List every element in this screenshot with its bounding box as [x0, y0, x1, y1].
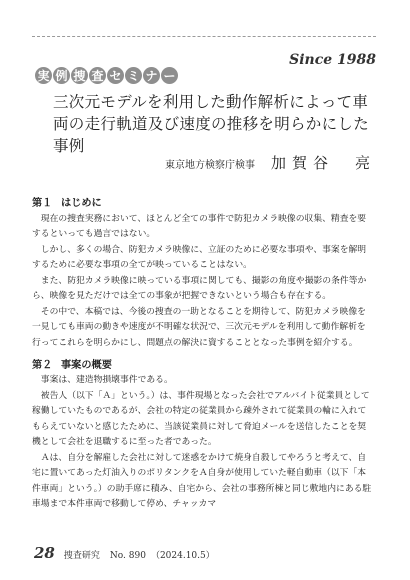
- paragraph: 事案は、建造物損壊事件である。: [40, 375, 173, 385]
- series-title: [35, 67, 178, 84]
- header-dashed-rule: [32, 36, 376, 37]
- series-char: 実: [35, 67, 52, 84]
- author-affiliation: 東京地方検察庁検事: [165, 160, 255, 171]
- article-title: 三次元モデルを利用した動作解析によって車両の走行軌道及び速度の推移を明らかにした事例: [53, 93, 370, 155]
- series-char: ー: [161, 67, 178, 84]
- series-char: 捜: [71, 67, 88, 84]
- byline: [165, 152, 376, 173]
- series-char: セ: [107, 67, 124, 84]
- paragraph: また、防犯カメラ映像に映っている事項に関しても、撮影の角度や撮影の条件等から、映像を見ただけでは全ての事象が把握できないという場合も存在する。: [32, 276, 367, 302]
- since-label: Since 1988: [289, 52, 376, 68]
- issue-number: No. 890: [109, 551, 146, 561]
- series-char: 例: [53, 67, 70, 84]
- author-name: 加賀谷 亮: [271, 154, 377, 172]
- paragraph: 現在の捜査実務において、ほとんど全ての事件で防犯カメラ映像の収集、精査を要するといっても過言ではない。: [32, 214, 367, 240]
- series-char: ナ: [143, 67, 160, 84]
- section-title: 事案の概要: [61, 360, 112, 371]
- journal-name: 捜査研究: [63, 551, 100, 561]
- series-char: 査: [89, 67, 106, 84]
- paragraph: Ａは、自分を解雇した会社に対して迷惑をかけて焼身自殺してやろうと考えて、自宅に置いてあった灯油入りのポリタンクをＡ自身が使用していた軽自動車（以下「本件車両」という。）の助手席に積み、自宅から、会社の事務所棟と同じ敷地内にある駐車場まで本件車両で移動して停め、チャッカマ: [32, 453, 372, 510]
- series-char: ミ: [125, 67, 142, 84]
- paragraph: 被告人（以下「Ａ」という。）は、事件現場となった会社でアルバイト従業員として稼働していたものであるが、会社の特定の従業員から疎外されて従業員の輪に入れてもらえていないと感じたために、当該従業員に対して脅迫メールを送信したことを契機として会社を退職するに至った者であった。: [32, 391, 370, 448]
- section-heading: [32, 356, 112, 371]
- paragraph: しかし、多くの場合、防犯カメラ映像に、立証のために必要な事項や、事案を解明するために必要な事項の全てが映っていることはない。: [32, 245, 367, 271]
- page-footer: [34, 544, 215, 562]
- section-number: 第２: [32, 360, 53, 371]
- section-heading: [32, 194, 102, 209]
- page-number: 28: [34, 544, 55, 562]
- section-title: はじめに: [61, 198, 102, 209]
- issue-date: （2024.10.5）: [150, 551, 215, 561]
- section-number: 第１: [32, 198, 53, 209]
- paragraph: その中で、本稿では、今後の捜査の一助となることを期待して、防犯カメラ映像を一見しても車両の動きや速度が不明確な状況で、三次元モデルを利用して動作解析を行ってこれらを明らかにし、問題点の解決に資することとなった事例を紹介する。: [32, 307, 366, 348]
